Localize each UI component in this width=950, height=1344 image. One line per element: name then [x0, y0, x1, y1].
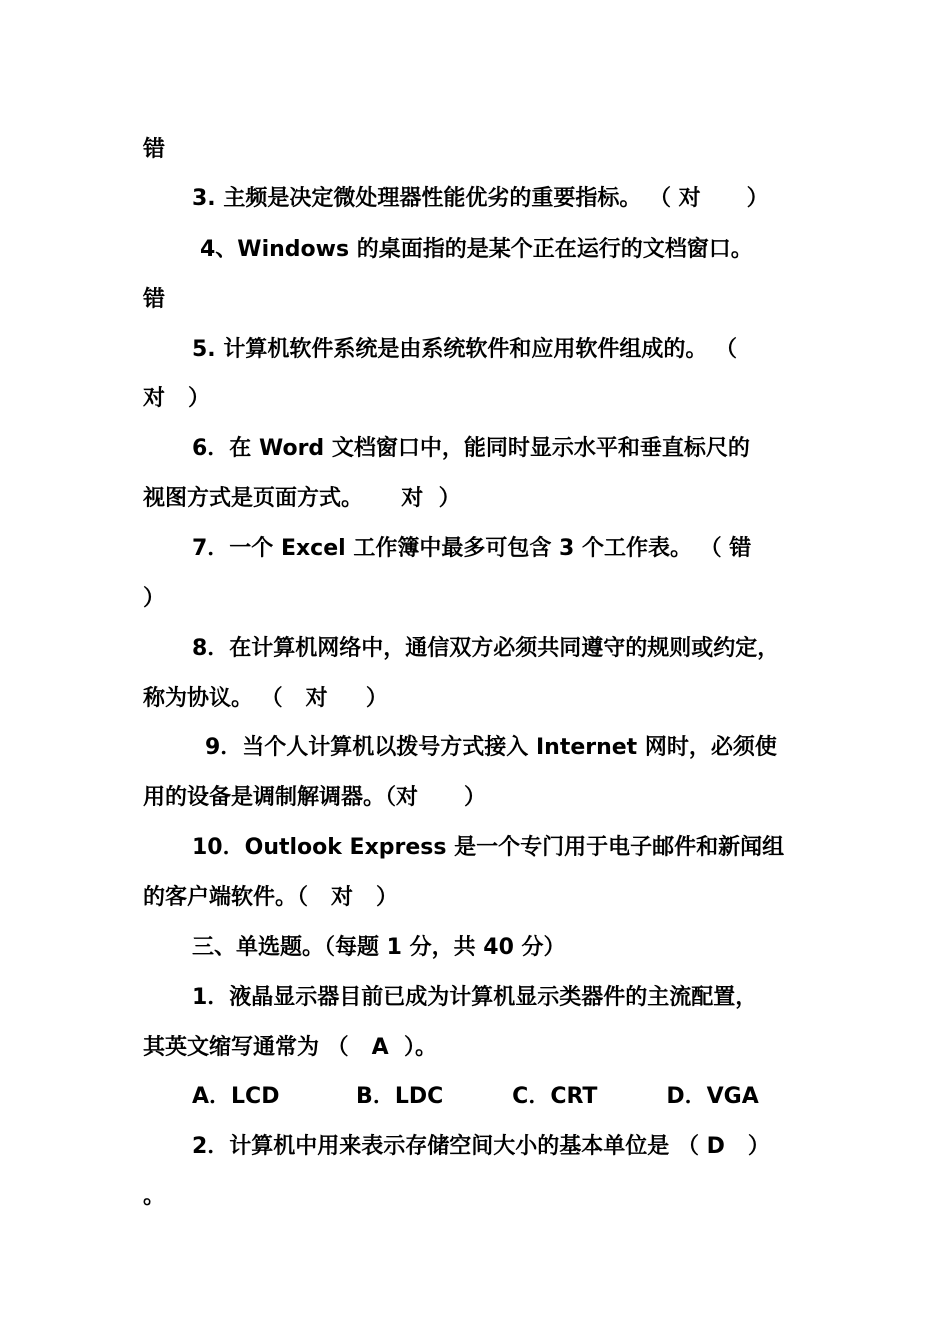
mc-question-2: 2．计算机中用来表示存储空间大小的基本单位是 （ D ）	[192, 1134, 770, 1159]
question-7: 7．一个 Excel 工作簿中最多可包含 3 个工作表。 （ 错	[192, 536, 752, 561]
answer-line: 错	[143, 137, 166, 162]
question-3: 3. 主频是决定微处理器性能优劣的重要指标。 （ 对 ）	[192, 186, 769, 211]
section-heading: 三、单选题。（每题 1 分，共 40 分）	[192, 935, 566, 960]
question-5-continued: 对 ）	[143, 386, 210, 411]
question-8-continued: 称为协议。 （ 对 ）	[143, 686, 388, 711]
question-5: 5. 计算机软件系统是由系统软件和应用软件组成的。 （	[192, 337, 737, 362]
mc-question-1-continued: 其英文缩写通常为 （ A ）。	[143, 1035, 437, 1060]
question-8: 8．在计算机网络中，通信双方必须共同遵守的规则或约定，	[192, 636, 780, 661]
mc-options-1: A．LCD B．LDC C．CRT D．VGA	[192, 1084, 759, 1109]
mc-question-1: 1．液晶显示器目前已成为计算机显示类器件的主流配置，	[192, 985, 758, 1010]
answer-line: 错	[143, 287, 166, 312]
question-7-continued: ）	[143, 586, 166, 611]
question-9-continued: 用的设备是调制解调器。（对 ）	[143, 785, 486, 810]
question-9: 9．当个人计算机以拨号方式接入 Internet 网时，必须使	[205, 735, 777, 760]
mc-question-2-continued: 。	[143, 1184, 166, 1209]
question-6-continued: 视图方式是页面方式。 对 ）	[143, 486, 461, 511]
question-6: 6．在 Word 文档窗口中，能同时显示水平和垂直标尺的	[192, 436, 750, 461]
question-4: 4、Windows 的桌面指的是某个正在运行的文档窗口。	[200, 237, 753, 262]
question-10-continued: 的客户端软件。（ 对 ）	[143, 885, 398, 910]
question-10: 10．Outlook Express 是一个专门用于电子邮件和新闻组	[192, 835, 785, 860]
